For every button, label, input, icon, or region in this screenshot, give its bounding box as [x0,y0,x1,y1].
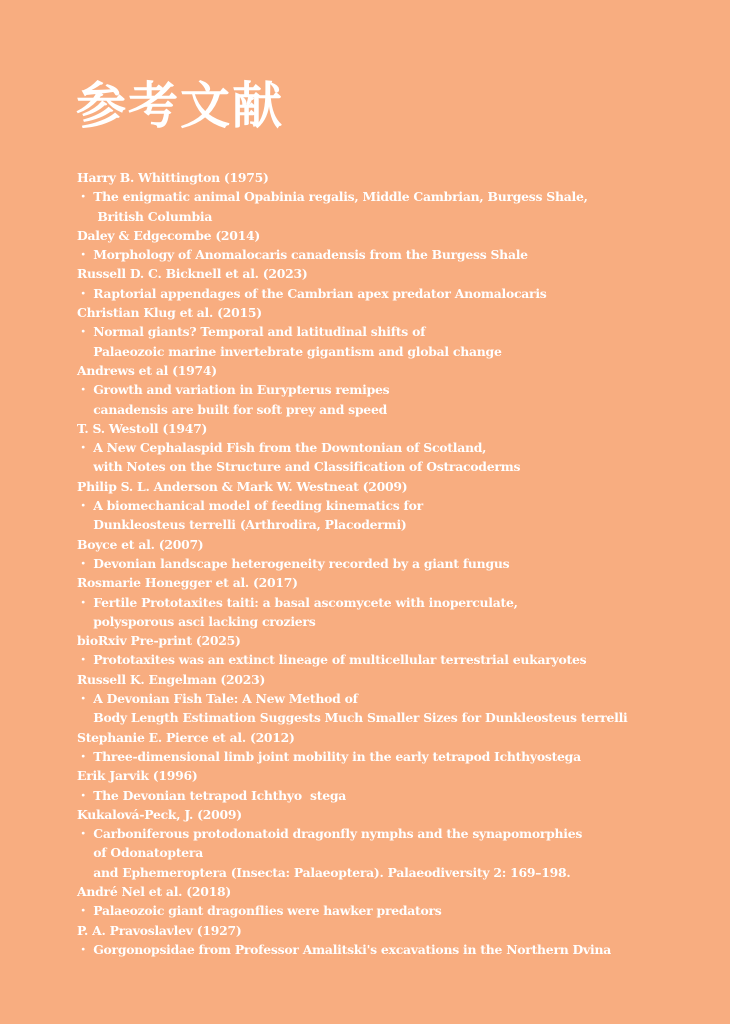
reference-line: Erik Jarvik (1996) [77,768,198,784]
reference-line: Philip S. L. Anderson & Mark W. Westneat (2009) [77,478,408,494]
reference-line: ・ Palaeozoic giant dragonflies were hawker predators [77,903,442,919]
reference-line: Boyce et al. (2007) [77,536,204,552]
reference-line: of Odonatoptera [77,845,203,861]
reference-line: Dunkleosteus terrelli (Arthrodira, Placodermi) [77,517,407,533]
reference-line: ・ Devonian landscape heterogeneity recorded by a giant fungus [77,555,510,571]
reference-line: Stephanie E. Pierce et al. (2012) [77,729,295,745]
reference-line: ・ Growth and variation in Eurypterus remipes [77,382,390,398]
reference-line: André Nel et al. (2018) [77,883,231,899]
reference-line: ・ Prototaxites was an extinct lineage of multicellular terrestrial eukaryotes [77,652,587,668]
reference-line: ・ Fertile Prototaxites taiti: a basal ascomycete with inoperculate, [77,594,518,610]
reference-line: bioRxiv Pre-print (2025) [77,633,241,649]
reference-line: T. S. Westoll (1947) [77,420,208,436]
reference-line: ・ A Devonian Fish Tale: A New Method of [77,691,358,707]
reference-line: Russell K. Engelman (2023) [77,671,266,687]
reference-line: polysporous asci lacking croziers [77,613,316,629]
reference-line: ・ Morphology of Anomalocaris canadensis from the Burgess Shale [77,247,528,263]
reference-line: ・ A New Cephalaspid Fish from the Downtonian of Scotland, [77,440,487,456]
reference-list [77,168,717,959]
reference-line: Kukalová-Peck, J. (2009) [77,806,242,822]
reference-line: Body Length Estimation Suggests Much Smaller Sizes for Dunkleosteus terrelli [77,710,628,726]
reference-line: ・ Three-dimensional limb joint mobility in the early tetrapod Ichthyostega [77,748,581,764]
page-title: 参考文献 [76,77,284,135]
reference-line: British Columbia [77,208,213,224]
reference-line: ・ The Devonian tetrapod Ichthyo stega [77,787,347,803]
reference-line: and Ephemeroptera (Insecta: Palaeoptera). Palaeodiversity 2: 169–198. [77,864,571,880]
reference-line: ・ Normal giants? Temporal and latitudinal shifts of [77,324,426,340]
reference-line: Andrews et al (1974) [77,362,217,378]
reference-line: Daley & Edgecombe (2014) [77,227,261,243]
reference-line: Harry B. Whittington (1975) [77,170,269,185]
reference-line: ・ Carboniferous protodonatoid dragonfly nymphs and the synapomorphies [77,826,583,842]
reference-line: Rosmarie Honegger et al. (2017) [77,575,298,591]
reference-line: Christian Klug et al. (2015) [77,305,262,321]
reference-line: ・ Gorgonopsidae from Professor Amalitski's excavations in the Northern Dvina [77,941,611,957]
reference-line: Palaeozoic marine invertebrate gigantism and global change [77,343,502,359]
reference-line: ・ The enigmatic animal Opabinia regalis, Middle Cambrian, Burgess Shale, [77,189,588,205]
reference-line: Russell D. C. Bicknell et al. (2023) [77,266,308,282]
reference-line: canadensis are built for soft prey and speed [77,401,387,417]
reference-line: ・ A biomechanical model of feeding kinematics for [77,498,423,514]
reference-line: ・ Raptorial appendages of the Cambrian apex predator Anomalocaris [77,285,547,301]
reference-line: with Notes on the Structure and Classification of Ostracoderms [77,459,521,475]
reference-line: P. A. Pravoslavlev (1927) [77,922,242,938]
